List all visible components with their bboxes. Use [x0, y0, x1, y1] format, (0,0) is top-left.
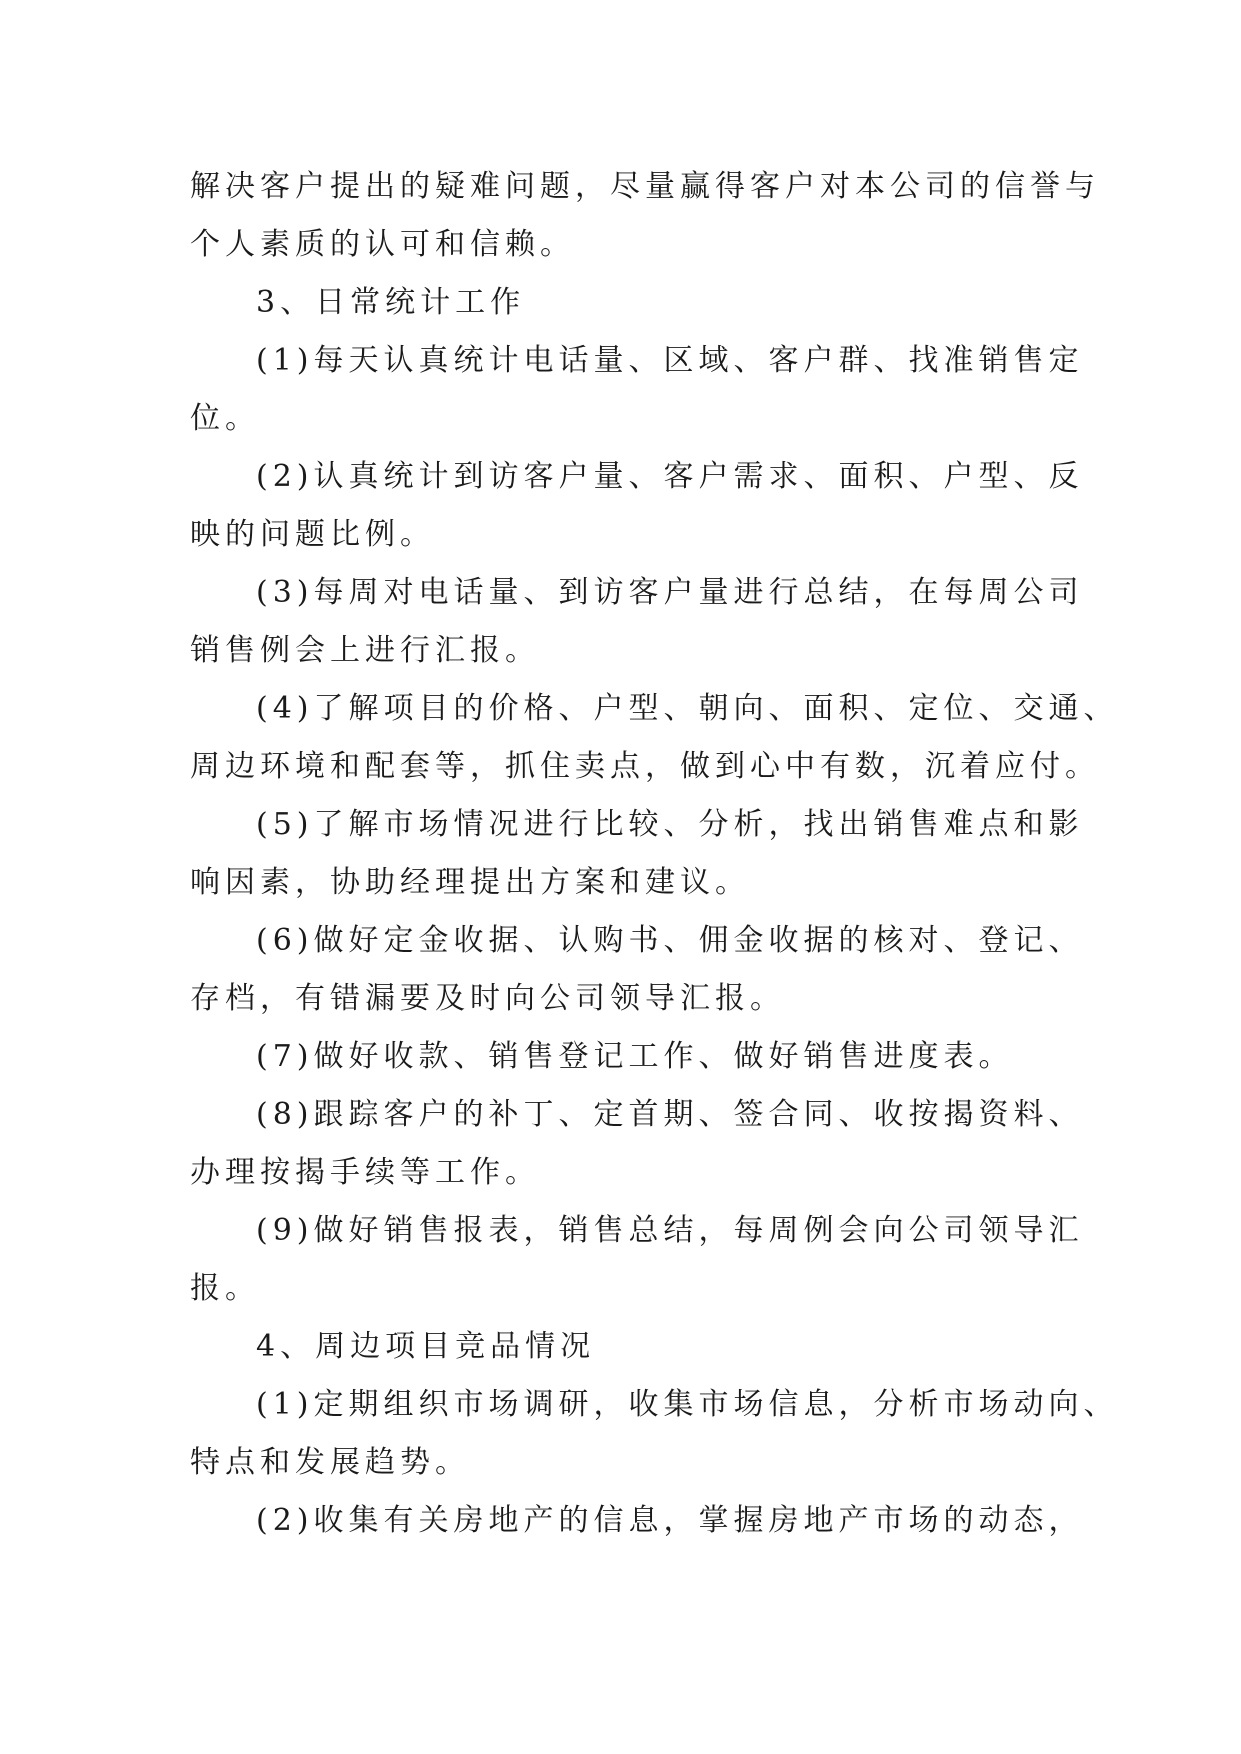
text-line: (3)每周对电话量、到访客户量进行总结，在每周公司 — [256, 575, 1084, 610]
text-line: 存档，有错漏要及时向公司领导汇报。 — [190, 981, 785, 1016]
text-line: (2)收集有关房地产的信息，掌握房地产市场的动态， — [256, 1503, 1084, 1538]
text-line: 3、日常统计工作 — [256, 285, 526, 320]
text-line: (6)做好定金收据、认购书、佣金收据的核对、登记、 — [256, 923, 1084, 958]
text-line: 解决客户提出的疑难问题，尽量赢得客户对本公司的信誉与 — [190, 169, 1100, 204]
text-line: (1)每天认真统计电话量、区域、客户群、找准销售定 — [256, 343, 1084, 378]
text-line: (2)认真统计到访客户量、客户需求、面积、户型、反 — [256, 459, 1084, 494]
text-line: (9)做好销售报表，销售总结，每周例会向公司领导汇 — [256, 1213, 1084, 1248]
text-line: 映的问题比例。 — [190, 517, 435, 552]
text-line: (7)做好收款、销售登记工作、做好销售进度表。 — [256, 1039, 1014, 1074]
text-line: 响因素，协助经理提出方案和建议。 — [190, 865, 750, 900]
text-line: 办理按揭手续等工作。 — [190, 1155, 540, 1190]
text-line: 特点和发展趋势。 — [190, 1445, 470, 1480]
text-line: 位。 — [190, 401, 260, 436]
text-line: 个人素质的认可和信赖。 — [190, 227, 575, 262]
text-line: (5)了解市场情况进行比较、分析，找出销售难点和影 — [256, 807, 1084, 842]
text-line: (4)了解项目的价格、户型、朝向、面积、定位、交通、 — [256, 691, 1119, 726]
document-body — [190, 158, 1119, 1550]
text-line: (1)定期组织市场调研，收集市场信息，分析市场动向、 — [256, 1387, 1119, 1422]
text-line: 周边环境和配套等，抓住卖点，做到心中有数，沉着应付。 — [190, 749, 1100, 784]
text-line: 4、周边项目竞品情况 — [256, 1329, 596, 1364]
text-line: 销售例会上进行汇报。 — [190, 633, 540, 668]
text-line: 报。 — [190, 1271, 260, 1306]
text-line: (8)跟踪客户的补丁、定首期、签合同、收按揭资料、 — [256, 1097, 1084, 1132]
